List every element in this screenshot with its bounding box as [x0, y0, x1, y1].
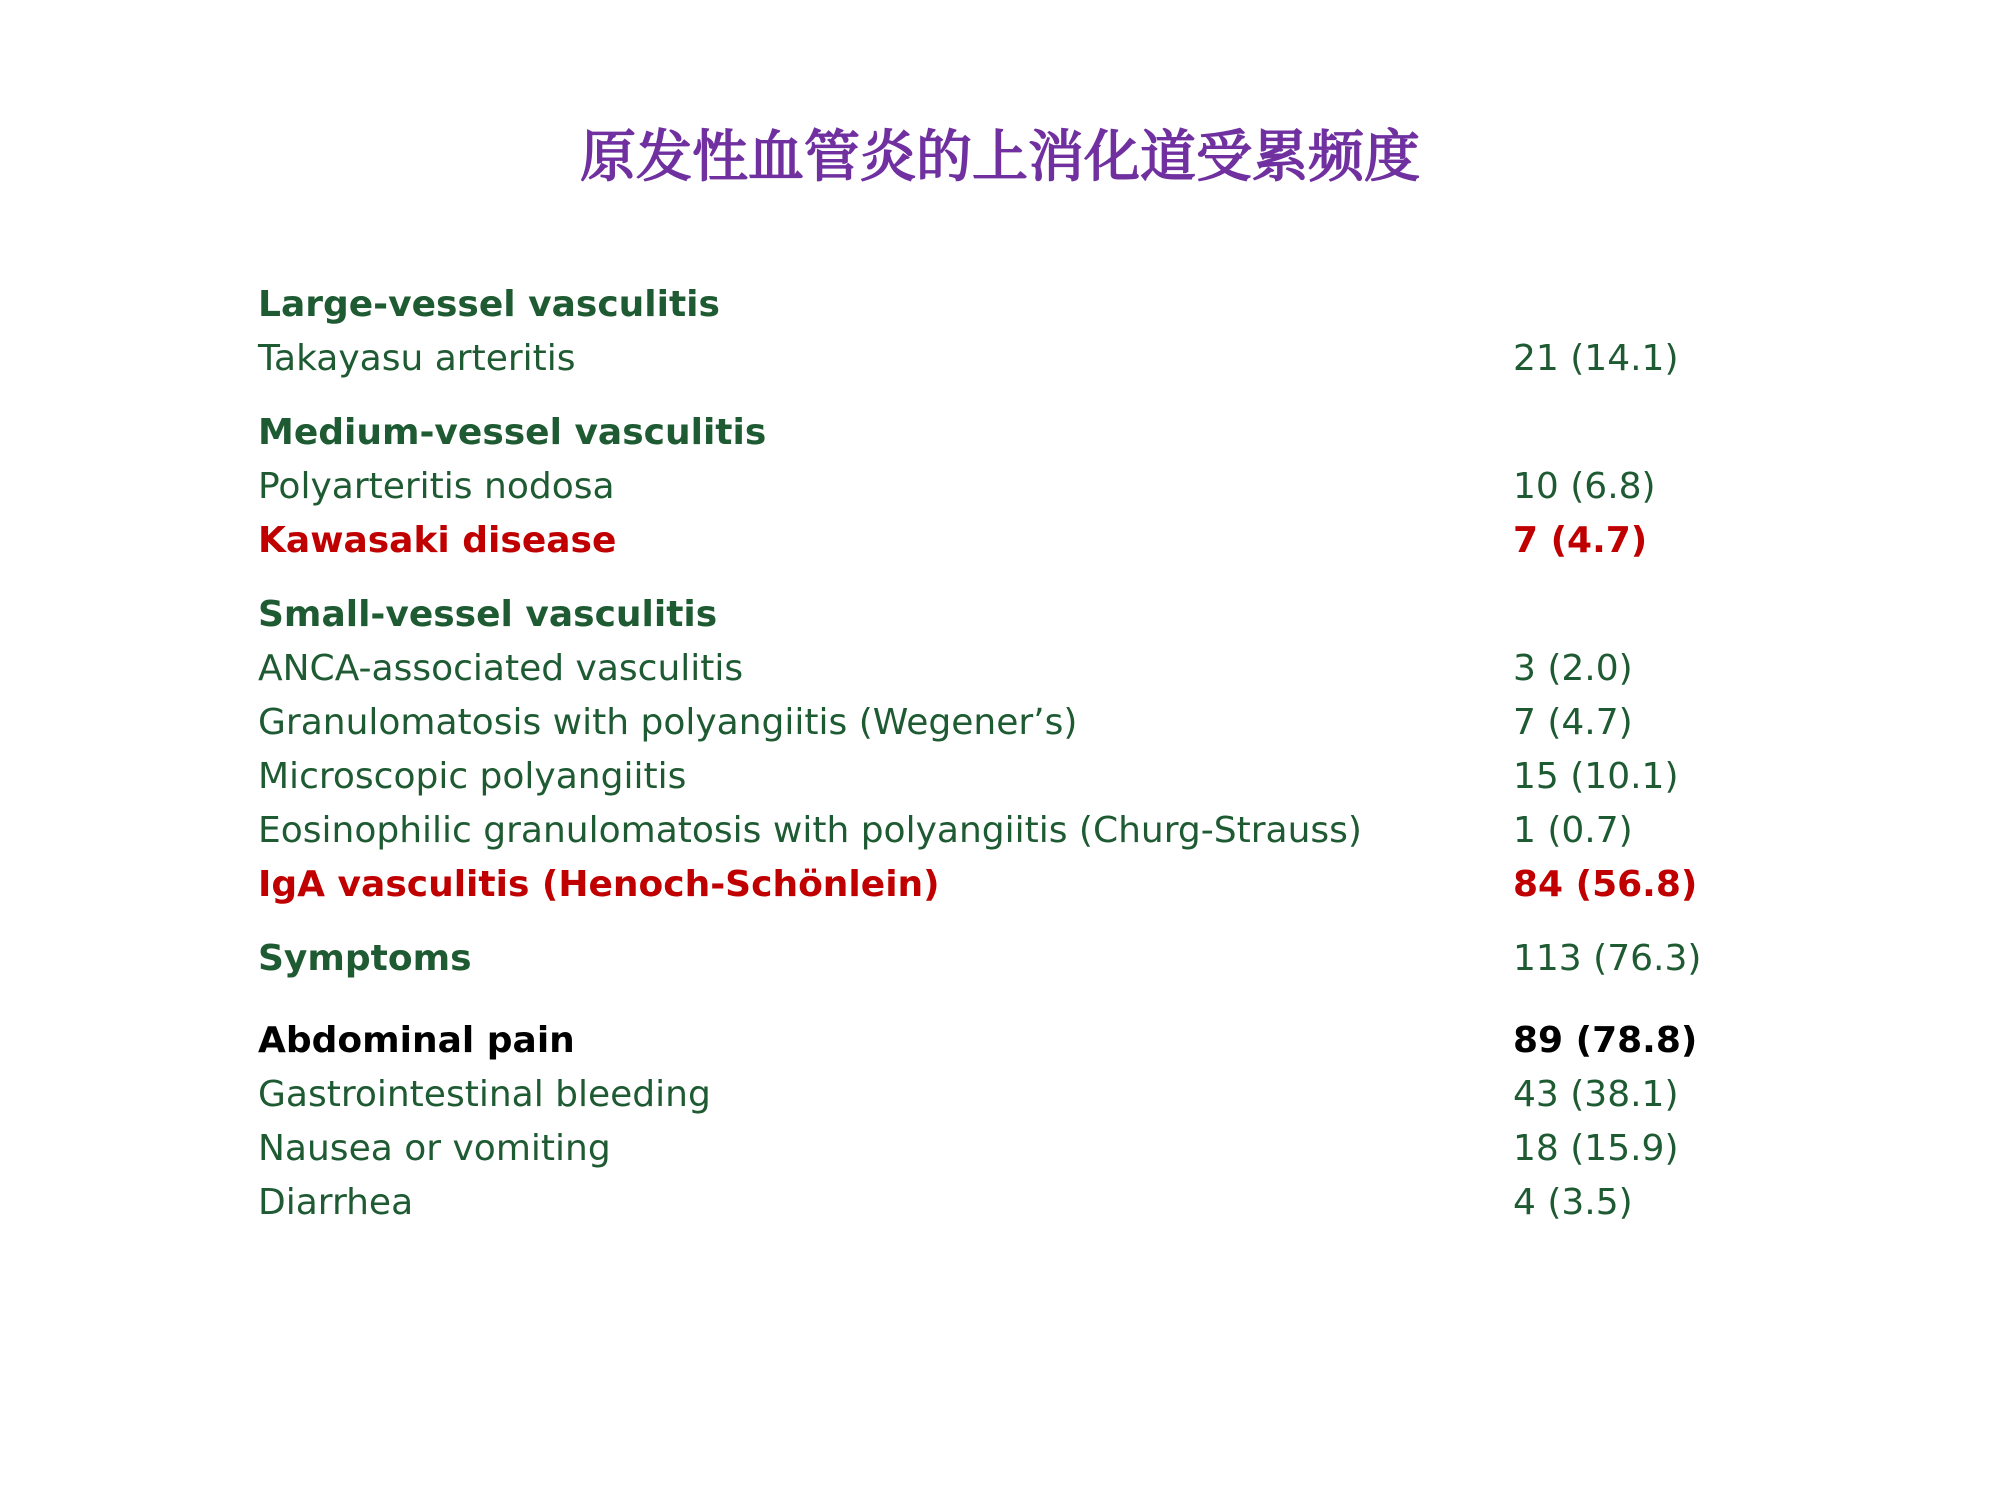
- table-row: [258, 696, 1758, 750]
- table-row: [258, 1014, 1758, 1068]
- row-value: 1 (0.7): [1513, 810, 1633, 851]
- row-label: Large-vessel vasculitis: [258, 284, 720, 325]
- table-row: [258, 1122, 1758, 1176]
- row-label: Small-vessel vasculitis: [258, 594, 718, 635]
- row-value: 43 (38.1): [1513, 1074, 1679, 1115]
- row-label: Microscopic polyangiitis: [258, 756, 687, 797]
- row-label: Diarrhea: [258, 1182, 414, 1223]
- table-row: [258, 642, 1758, 696]
- row-label: Takayasu arteritis: [258, 338, 576, 379]
- row-value: 89 (78.8): [1513, 1020, 1698, 1061]
- row-value: 7 (4.7): [1513, 702, 1633, 743]
- table-row: [258, 1176, 1758, 1230]
- table-row: [258, 514, 1758, 568]
- row-value: 18 (15.9): [1513, 1128, 1679, 1169]
- row-label: IgA vasculitis (Henoch-Schönlein): [258, 864, 940, 905]
- row-value: 4 (3.5): [1513, 1182, 1633, 1223]
- table-row: [258, 932, 1758, 986]
- row-label: Abdominal pain: [258, 1020, 575, 1061]
- row-label: Eosinophilic granulomatosis with polyangiitis (Churg-Strauss): [258, 810, 1362, 851]
- table-row: [258, 804, 1758, 858]
- row-label: Kawasaki disease: [258, 520, 617, 561]
- row-value: 21 (14.1): [1513, 338, 1679, 379]
- table-row: [258, 278, 1758, 332]
- table-row: [258, 858, 1758, 912]
- slide-title: 原发性血管炎的上消化道受累频度: [580, 125, 1420, 190]
- table-row: [258, 460, 1758, 514]
- table-row: [258, 406, 1758, 460]
- row-label: Gastrointestinal bleeding: [258, 1074, 711, 1115]
- row-value: 7 (4.7): [1513, 520, 1648, 561]
- row-value: 3 (2.0): [1513, 648, 1633, 689]
- table-row: [258, 588, 1758, 642]
- row-label: Polyarteritis nodosa: [258, 466, 615, 507]
- row-value: 10 (6.8): [1513, 466, 1656, 507]
- row-label: Medium-vessel vasculitis: [258, 412, 767, 453]
- row-label: Granulomatosis with polyangiitis (Wegener’s): [258, 702, 1078, 743]
- table-row: [258, 332, 1758, 386]
- row-value: 84 (56.8): [1513, 864, 1698, 905]
- row-label: Nausea or vomiting: [258, 1128, 611, 1169]
- frequency-table: [258, 278, 1758, 1230]
- row-label: Symptoms: [258, 938, 472, 979]
- row-value: 15 (10.1): [1513, 756, 1679, 797]
- row-label: ANCA-associated vasculitis: [258, 648, 744, 689]
- row-value: 113 (76.3): [1513, 938, 1702, 979]
- table-row: [258, 1068, 1758, 1122]
- table-row: [258, 750, 1758, 804]
